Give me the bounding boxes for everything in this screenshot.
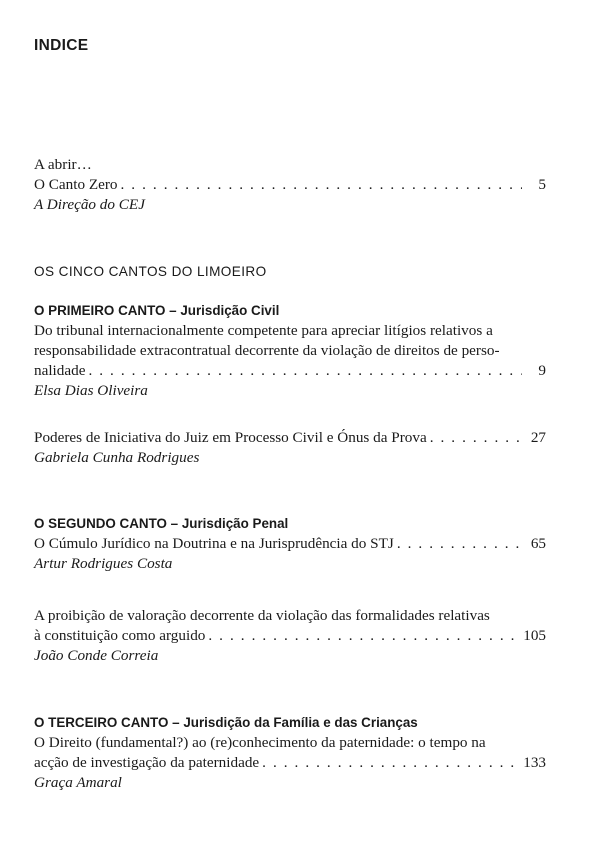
dot-leader — [430, 428, 522, 448]
dot-leader — [208, 626, 519, 646]
page-number: 9 — [538, 362, 546, 379]
canto-name: O SEGUNDO CANTO — [34, 516, 167, 531]
page-number: 27 — [530, 429, 546, 446]
dot-leader — [121, 175, 522, 195]
opening-entry — [34, 155, 546, 215]
entry-title: O Cúmulo Jurídico na Doutrina e na Jurisprudência do STJ — [34, 535, 394, 552]
toc-line — [34, 175, 546, 195]
entry-title-line: O Direito (fundamental?) ao (re)conhecimento da paternidade: o tempo na — [34, 734, 486, 751]
entry-author: Elsa Dias Oliveira — [34, 382, 148, 399]
canto-separator: – — [168, 715, 184, 730]
dot-leader — [397, 534, 522, 554]
entry-title: O Canto Zero — [34, 176, 118, 193]
toc-line — [34, 626, 546, 646]
canto-2-entry-2 — [34, 606, 546, 666]
toc-line — [34, 428, 546, 448]
page-number: 5 — [538, 176, 546, 193]
canto-heading — [34, 514, 546, 534]
page-number: 105 — [523, 627, 546, 644]
entry-author: Artur Rodrigues Costa — [34, 555, 173, 572]
canto-name: O PRIMEIRO CANTO — [34, 303, 166, 318]
canto-3 — [34, 713, 546, 793]
canto-subject: Jurisdição da Família e das Crianças — [183, 715, 418, 730]
canto-separator: – — [165, 303, 181, 318]
canto-1-entry-2 — [34, 428, 546, 468]
canto-subject: Jurisdição Civil — [180, 303, 280, 318]
canto-1 — [34, 301, 546, 401]
page-number: 65 — [530, 535, 546, 552]
entry-title-line: A proibição de valoração decorrente da violação das formalidades relativas — [34, 607, 490, 624]
section-label: OS CINCO CANTOS DO LIMOEIRO — [34, 264, 267, 279]
entry-title-line: Do tribunal internacionalmente competente para apreciar litígios relativos a — [34, 322, 493, 339]
entry-author: A Direção do CEJ — [34, 196, 145, 213]
toc-line — [34, 534, 546, 554]
entry-author: Gabriela Cunha Rodrigues — [34, 449, 200, 466]
canto-name: O TERCEIRO CANTO — [34, 715, 169, 730]
canto-separator: – — [166, 516, 182, 531]
entry-title: Poderes de Iniciativa do Juiz em Processo Civil e Ónus da Prova — [34, 429, 427, 446]
dot-leader — [262, 753, 519, 773]
canto-2 — [34, 514, 546, 574]
entry-title-line: responsabilidade extracontratual decorrente da violação de direitos de perso- — [34, 342, 500, 359]
entry-author: João Conde Correia — [34, 647, 159, 664]
entry-title: acção de investigação da paternidade — [34, 754, 260, 771]
entry-author: Graça Amaral — [34, 774, 122, 791]
dot-leader — [88, 361, 522, 381]
opening-heading: A abrir… — [34, 156, 92, 173]
entry-title: à constituição como arguido — [34, 627, 206, 644]
page-number: 133 — [523, 754, 546, 771]
canto-heading — [34, 301, 546, 321]
toc-line — [34, 361, 546, 381]
page-title: INDICE — [34, 37, 89, 54]
entry-title: nalidade — [34, 362, 86, 379]
toc-line — [34, 753, 546, 773]
canto-heading — [34, 713, 546, 733]
canto-subject: Jurisdição Penal — [181, 516, 289, 531]
